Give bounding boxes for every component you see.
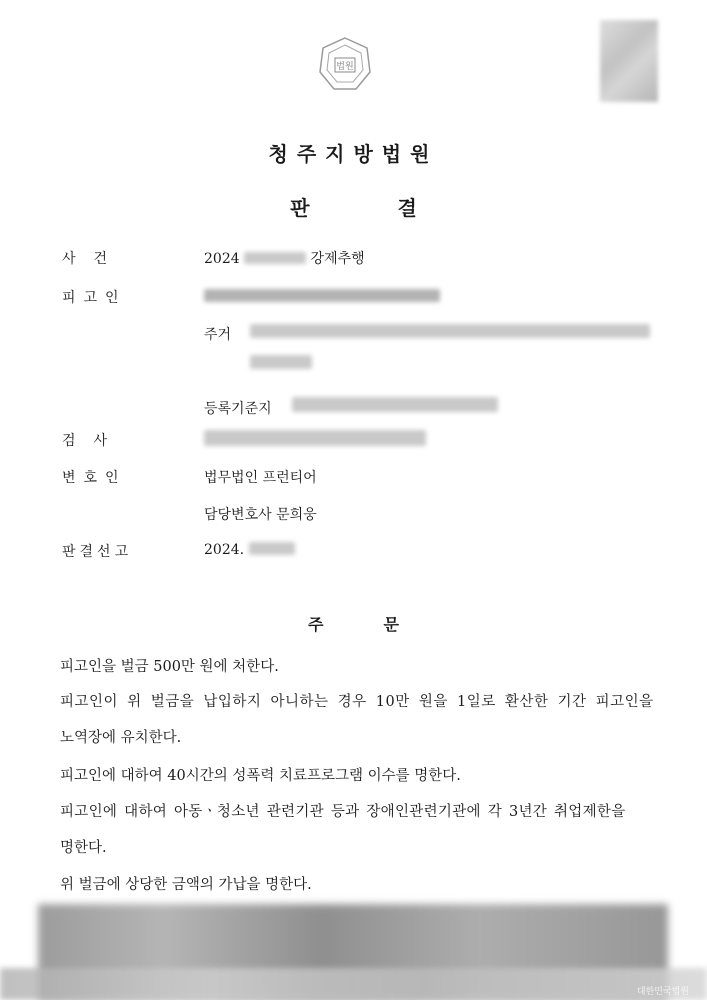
redacted-domicile — [292, 397, 498, 412]
case-number-prefix: 2024 — [204, 251, 240, 267]
sentencing-date-prefix: 2024. — [204, 542, 245, 558]
footer-strip — [0, 968, 707, 1000]
document-type: 판결 — [290, 196, 505, 220]
attorney: 담당변호사 문희웅 — [204, 507, 317, 523]
order-paragraph: 피고인을 벌금 500만 원에 처한다. — [60, 659, 279, 675]
court-seal-logo — [318, 36, 372, 92]
redacted-defendant — [204, 289, 440, 302]
footer-watermark: 대한민국법원 — [636, 987, 689, 997]
redacted-address-line1 — [250, 324, 650, 338]
registered-domicile-label: 등록기준지 — [204, 401, 272, 417]
order-paragraph: 피고인에 대하여 아동ㆍ청소년 관련기관 등과 장애인관련기관에 각 3년간 취업제한을 — [60, 804, 626, 820]
sentencing-label: 판결선고 — [62, 544, 133, 560]
prosecutor-label: 검사 — [62, 433, 126, 449]
order-paragraph: 피고인이 위 벌금을 납입하지 아니하는 경우 10만 원을 1일로 환산한 기간 피고인을 — [60, 694, 654, 710]
law-firm: 법무법인 프런티어 — [204, 470, 317, 486]
redacted-stamp — [600, 20, 658, 102]
redacted-sentencing-date — [249, 542, 295, 555]
redacted-case-number — [244, 252, 306, 264]
seal-text: 법원 — [336, 62, 354, 72]
defense-label: 변호인 — [62, 470, 127, 486]
order-title: 주문 — [308, 615, 459, 634]
order-paragraph: 명한다. — [60, 840, 107, 856]
order-paragraph: 피고인에 대하여 40시간의 성폭력 치료프로그램 이수를 명한다. — [60, 768, 461, 784]
defendant-label: 피고인 — [62, 290, 127, 306]
court-name: 청주지방법원 — [268, 142, 439, 166]
redacted-prosecutor — [204, 430, 426, 446]
redacted-address-line2 — [250, 355, 312, 369]
order-paragraph: 노역장에 유치한다. — [60, 730, 182, 746]
sentencing-date — [204, 541, 295, 558]
case-number — [204, 248, 365, 268]
address-label: 주거 — [204, 327, 232, 343]
case-label: 사건 — [62, 251, 126, 267]
case-name: 강제추행 — [310, 251, 365, 267]
order-paragraph: 위 벌금에 상당한 금액의 가납을 명한다. — [60, 877, 312, 893]
